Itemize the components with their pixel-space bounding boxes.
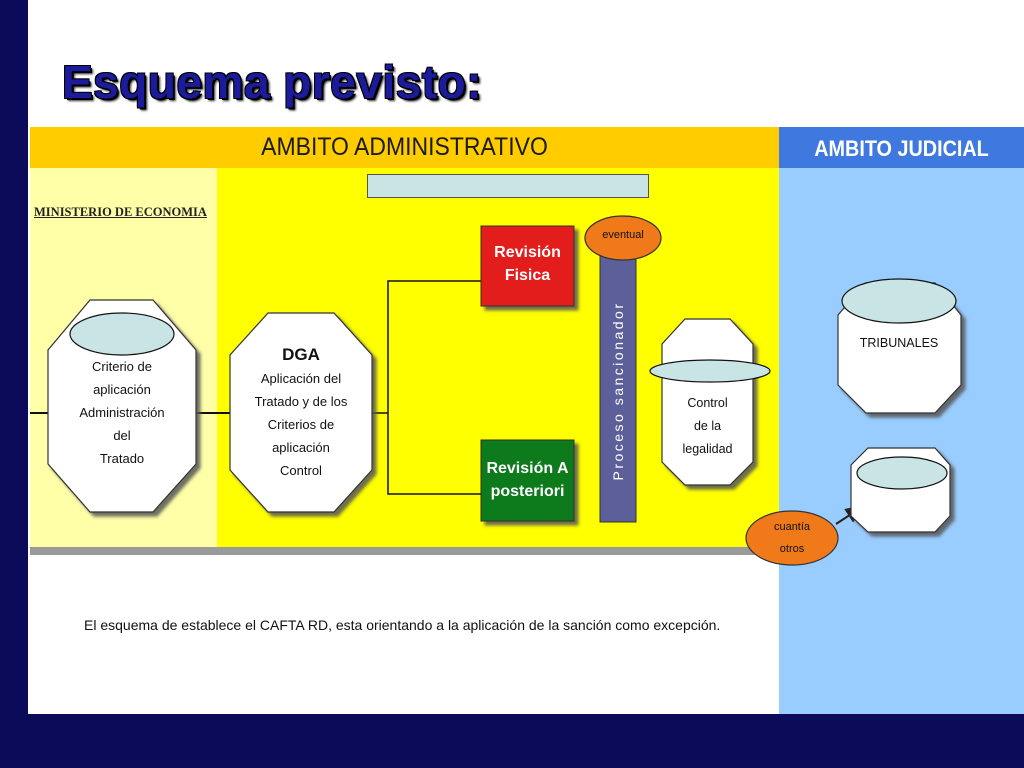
slide-title: Esquema previsto: [62,56,483,108]
footnote: El esquema de establece el CAFTA RD, esta orientando a la aplicación de la sanción como excepción. [84,617,721,633]
control-line: Control [687,396,728,410]
ministerio-label: MINISTERIO DE ECONOMIA [34,205,207,219]
dga-line: Criterios de [267,417,335,432]
cuantia-line: otros [779,543,805,555]
cuantia-label [752,516,832,560]
criterio-text [60,355,184,470]
dga-line: Aplicación del [260,371,342,386]
dga-text [240,343,362,482]
dga-title: DGA [282,345,320,364]
dga-line: aplicación [272,440,330,455]
connector-bracket [388,281,481,494]
second-court-ellipse [857,457,947,489]
proceso-text: Proceso sancionador [610,301,626,481]
criterio-line: Administración [79,405,165,420]
tribunales-ellipse [842,279,956,323]
proceso-label [600,260,636,522]
control-line: legalidad [682,442,733,456]
criterio-line: Criterio de [92,359,152,374]
judicial-header-label: AMBITO JUDICIAL [814,136,989,161]
control-text [665,392,750,461]
revision-fisica-label [481,241,574,287]
cuantia-line: cuantía [773,521,811,533]
criterio-line: Tratado [99,451,145,466]
eventual-label: eventual [602,229,644,241]
revision-fisica-line: Revisión [494,244,561,261]
revision-fisica-line: Fisica [504,267,551,284]
revision-posteriori-line: Revisión A [486,460,569,477]
revision-posteriori-line: posteriori [490,483,565,500]
control-line: de la [693,419,722,433]
dga-line: Tratado y de los [254,394,348,409]
revision-posteriori-label [481,457,574,503]
control-ellipse [650,360,770,382]
dga-line: Control [280,463,322,478]
tribunales-label: TRIBUNALES [859,336,939,350]
criterio-line: aplicación [93,382,151,397]
criterio-ellipse [70,313,174,355]
criterio-line: del [113,428,131,443]
admin-header-label: AMBITO ADMINISTRATIVO [261,133,548,161]
